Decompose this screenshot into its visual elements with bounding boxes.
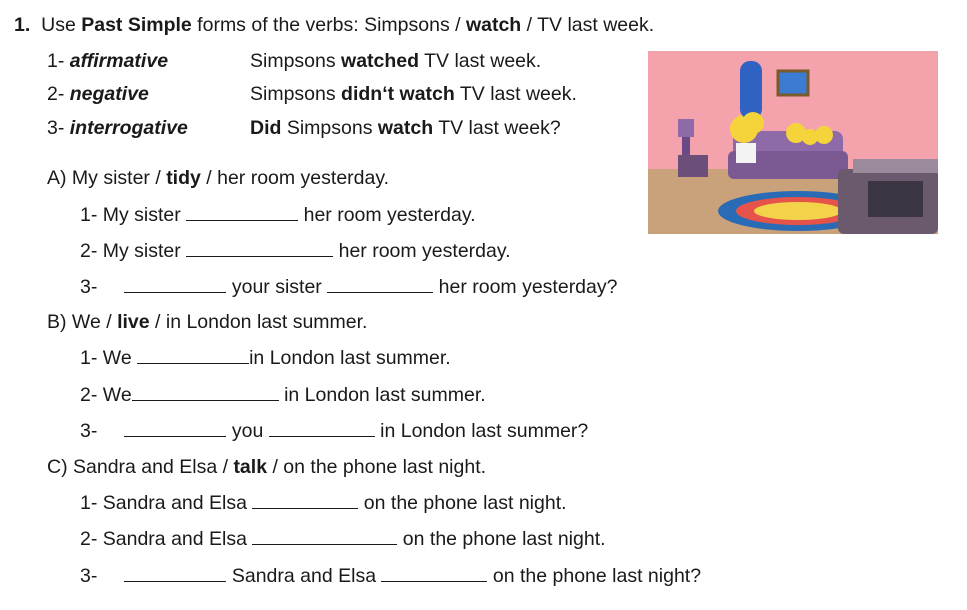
section-a-prompt: A) My sister / tidy / her room yesterday.: [47, 167, 390, 189]
section-c-item-1: 1- Sandra and Elsa on the phone last night.: [80, 492, 567, 514]
answer-blank[interactable]: [132, 382, 279, 401]
section-b-item-3: 3- you in London last summer?: [80, 420, 589, 442]
answer-blank[interactable]: [381, 563, 487, 582]
example-affirmative-sentence: Simpsons watched TV last week.: [250, 50, 542, 72]
example-negative: 2- negative: [47, 83, 149, 105]
section-c-item-3: 3- Sandra and Elsa on the phone last night?: [80, 565, 702, 587]
example-affirmative: 1- affirmative: [47, 50, 169, 72]
exercise-number: 1.: [14, 14, 31, 36]
example-interrogative-sentence: Did Simpsons watch TV last week?: [250, 117, 561, 139]
answer-blank[interactable]: [124, 563, 226, 582]
section-b-item-2: 2- We in London last summer.: [80, 384, 486, 406]
answer-blank[interactable]: [186, 202, 298, 221]
section-c-item-2: 2- Sandra and Elsa on the phone last night.: [80, 528, 606, 550]
section-b-item-1: 1- We in London last summer.: [80, 347, 451, 369]
answer-blank[interactable]: [327, 274, 433, 293]
simpsons-tv-illustration: [648, 51, 938, 234]
example-negative-sentence: Simpsons didn‘t watch TV last week.: [250, 83, 577, 105]
answer-blank[interactable]: [269, 418, 375, 437]
answer-blank[interactable]: [252, 526, 397, 545]
answer-blank[interactable]: [124, 418, 226, 437]
answer-blank[interactable]: [186, 238, 333, 257]
example-interrogative: 3- interrogative: [47, 117, 188, 139]
answer-blank[interactable]: [137, 345, 249, 364]
section-a-item-2: 2- My sister her room yesterday.: [80, 240, 511, 262]
section-a-item-1: 1- My sister her room yesterday.: [80, 204, 476, 226]
answer-blank[interactable]: [124, 274, 226, 293]
section-a-item-3: 3- your sister her room yesterday?: [80, 276, 618, 298]
answer-blank[interactable]: [252, 490, 358, 509]
exercise-instruction: 1. Use Past Simple forms of the verbs: Simpsons / watch / TV last week.: [14, 14, 655, 36]
section-c-prompt: C) Sandra and Elsa / talk / on the phone last night.: [47, 456, 487, 478]
section-b-prompt: B) We / live / in London last summer.: [47, 311, 368, 333]
